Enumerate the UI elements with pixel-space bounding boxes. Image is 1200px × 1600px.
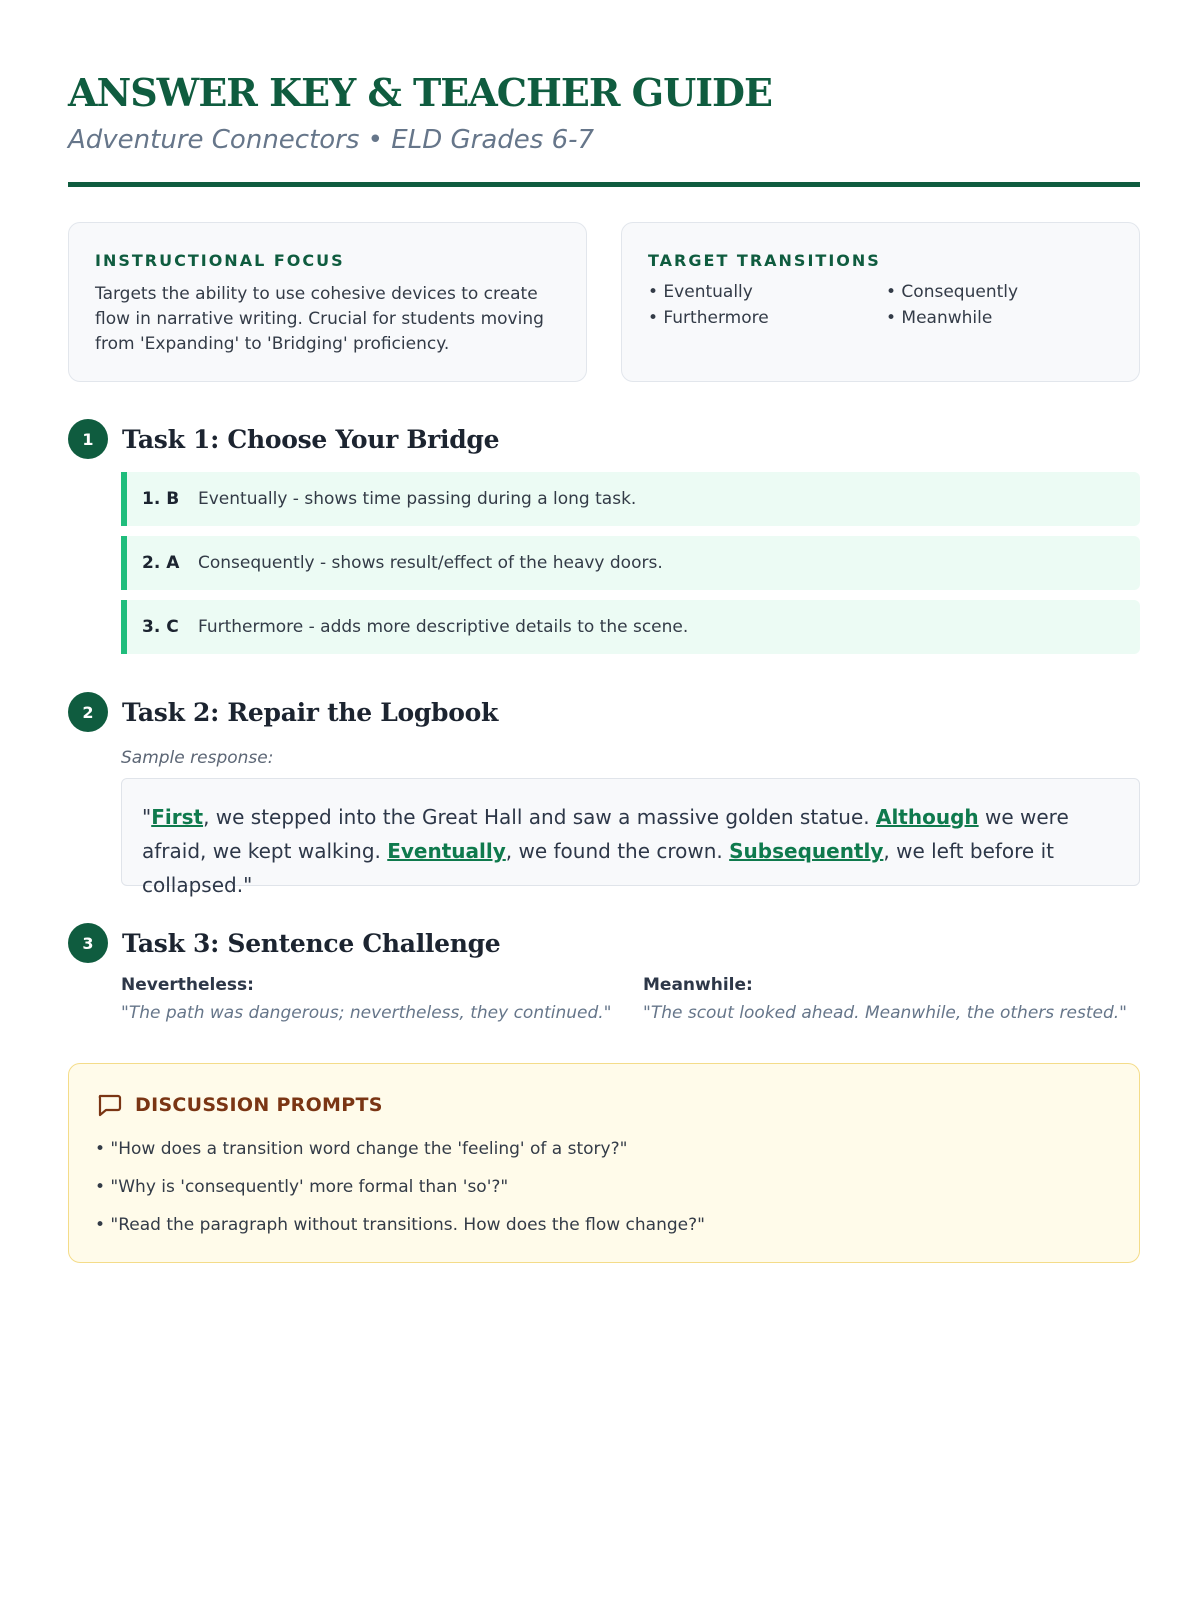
challenge-label: Meanwhile: bbox=[643, 975, 753, 995]
sample-response-label: Sample response: bbox=[121, 748, 274, 768]
page-title: ANSWER KEY & TEACHER GUIDE bbox=[68, 70, 772, 115]
transition-word: Eventually bbox=[387, 839, 506, 863]
task1-title: Task 1: Choose Your Bridge bbox=[122, 424, 500, 454]
transition-word: Although bbox=[875, 805, 979, 829]
challenge-example: "The scout looked ahead. Meanwhile, the others rested." bbox=[643, 1003, 1127, 1023]
task2-title: Task 2: Repair the Logbook bbox=[122, 697, 498, 727]
task1-number-badge: 1 bbox=[68, 419, 108, 459]
answer-key: 2. A bbox=[142, 553, 180, 573]
instructional-focus-text: Targets the ability to use cohesive devices to create flow in narrative writing. Crucial for students moving from 'Expanding' to 'Bridging' proficiency. bbox=[95, 284, 544, 354]
challenge-meanwhile bbox=[643, 975, 1143, 1023]
answer-explanation: Consequently - shows result/effect of the heavy doors. bbox=[198, 553, 663, 573]
answer-explanation: Eventually - shows time passing during a long task. bbox=[198, 489, 637, 509]
task3-number-badge: 3 bbox=[68, 923, 108, 963]
answer-row bbox=[121, 600, 1140, 654]
answer-explanation: Furthermore - adds more descriptive details to the scene. bbox=[198, 617, 689, 637]
sample-text: " bbox=[142, 805, 152, 829]
sample-text: we were afraid, we kept walking. bbox=[142, 805, 1069, 863]
task2-number-badge: 2 bbox=[68, 692, 108, 732]
transition-item: • Furthermore bbox=[648, 308, 769, 328]
header-divider bbox=[68, 182, 1140, 187]
challenge-nevertheless bbox=[121, 975, 621, 1023]
discussion-prompt: • "How does a transition word change the 'feeling' of a story?" bbox=[95, 1139, 628, 1159]
answer-row bbox=[121, 536, 1140, 590]
target-transitions-card bbox=[621, 222, 1140, 382]
target-transitions-list bbox=[648, 282, 1113, 328]
discussion-prompt: • "Why is 'consequently' more formal than 'so'?" bbox=[95, 1177, 509, 1197]
sample-text: , we stepped into the Great Hall and saw a massive golden statue. bbox=[203, 805, 876, 829]
transition-word: First bbox=[151, 805, 204, 829]
task1-answer-list bbox=[121, 472, 1140, 664]
chat-bubble-icon bbox=[95, 1090, 125, 1120]
task2-header bbox=[68, 692, 498, 732]
target-transitions-label: TARGET TRANSITIONS bbox=[648, 251, 881, 270]
discussion-prompt-list bbox=[95, 1130, 1113, 1244]
discussion-prompt: • "Read the paragraph without transitions. How does the flow change?" bbox=[95, 1215, 705, 1235]
challenge-example: "The path was dangerous; nevertheless, they continued." bbox=[121, 1003, 612, 1023]
answer-key: 3. C bbox=[142, 617, 179, 637]
instructional-focus-card bbox=[68, 222, 587, 382]
answer-key: 1. B bbox=[142, 489, 180, 509]
sample-text: , we found the crown. bbox=[505, 839, 730, 863]
sample-text: , we left before it collapsed." bbox=[142, 839, 1054, 897]
task3-title: Task 3: Sentence Challenge bbox=[122, 928, 501, 958]
discussion-prompts-box bbox=[68, 1063, 1140, 1263]
transition-item: • Consequently bbox=[886, 282, 1019, 302]
answer-row bbox=[121, 472, 1140, 526]
discussion-title: DISCUSSION PROMPTS bbox=[135, 1094, 383, 1116]
task3-header bbox=[68, 923, 500, 963]
instructional-focus-label: INSTRUCTIONAL FOCUS bbox=[95, 251, 345, 270]
challenge-label: Nevertheless: bbox=[121, 975, 254, 995]
transition-item: • Meanwhile bbox=[886, 308, 993, 328]
task1-header bbox=[68, 419, 499, 459]
transition-item: • Eventually bbox=[648, 282, 753, 302]
sample-response-box bbox=[121, 778, 1140, 897]
discussion-header bbox=[95, 1090, 1113, 1120]
transition-word: Subsequently bbox=[729, 839, 884, 863]
page-subtitle: Adventure Connectors • ELD Grades 6-7 bbox=[68, 125, 595, 155]
